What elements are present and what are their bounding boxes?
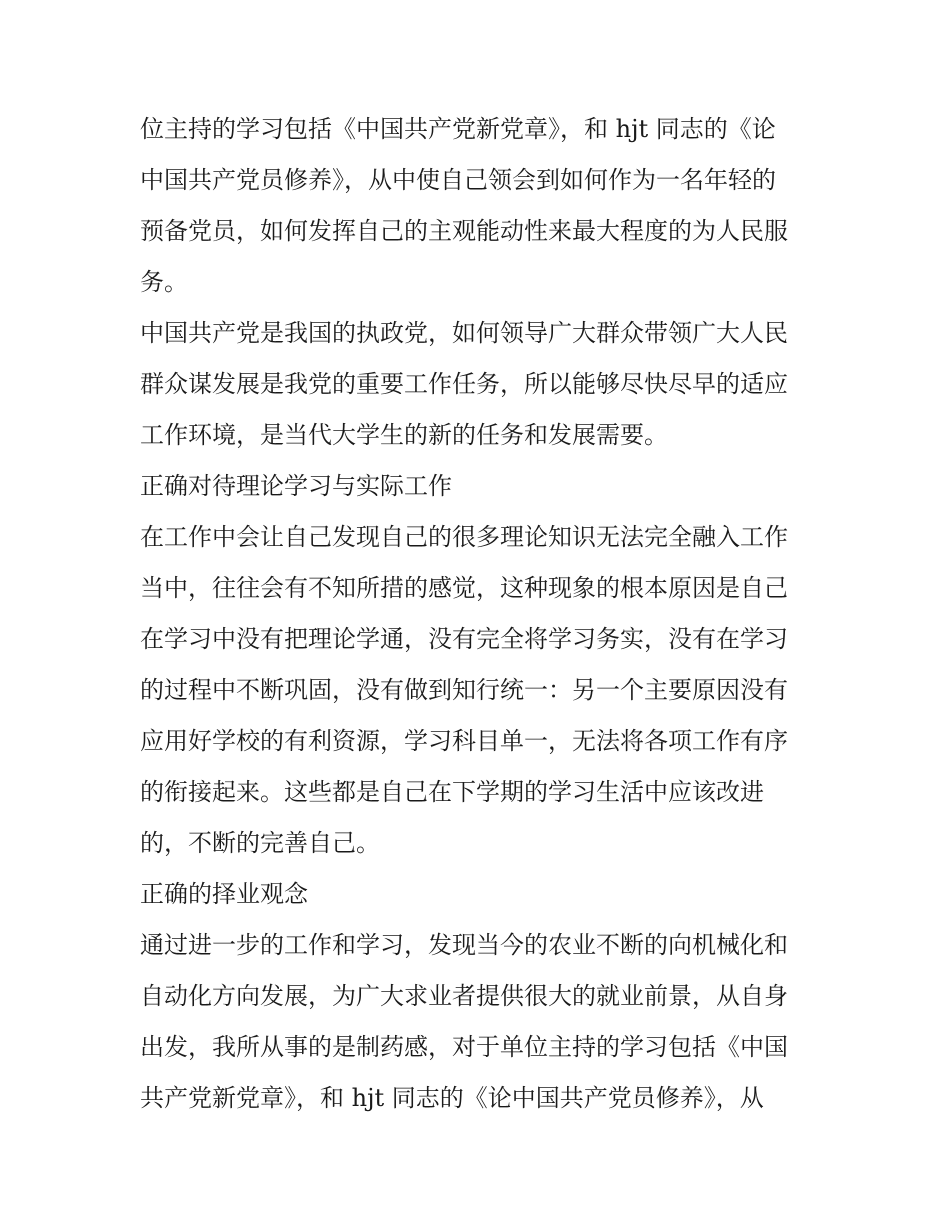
paragraph-line: 中国共产党是我国的执政党，如何领导广大群众带领广大人民	[140, 319, 788, 347]
paragraph-line: 在学习中没有把理论学通，没有完全将学习务实，没有在学习	[140, 625, 788, 653]
paragraph-line: 的过程中不断巩固，没有做到知行统一：另一个主要原因没有	[140, 676, 788, 704]
paragraph-line: 预备党员，如何发挥自己的主观能动性来最大程度的为人民服	[140, 217, 788, 245]
document-body	[140, 104, 820, 1124]
paragraph-line: 出发，我所从事的是制药感，对于单位主持的学习包括《中国	[140, 1033, 788, 1061]
paragraph-line: 位主持的学习包括《中国共产党新党章》，和 hjt 同志的《论	[140, 115, 776, 143]
paragraph-line: 务。	[140, 268, 188, 296]
paragraph-line: 中国共产党员修养》，从中使自己领会到如何作为一名年轻的	[140, 166, 776, 194]
section-heading: 正确对待理论学习与实际工作	[140, 472, 452, 500]
paragraph-line: 应用好学校的有利资源，学习科目单一，无法将各项工作有序	[140, 727, 788, 755]
paragraph-line: 自动化方向发展，为广大求业者提供很大的就业前景，从自身	[140, 982, 788, 1010]
paragraph-line: 工作环境，是当代大学生的新的任务和发展需要。	[140, 421, 668, 449]
paragraph-line: 在工作中会让自己发现自己的很多理论知识无法完全融入工作	[140, 523, 788, 551]
paragraph-line: 当中，往往会有不知所措的感觉，这种现象的根本原因是自己	[140, 574, 788, 602]
paragraph-line: 的衔接起来。这些都是自己在下学期的学习生活中应该改进	[140, 778, 764, 806]
paragraph-line: 通过进一步的工作和学习，发现当今的农业不断的向机械化和	[140, 931, 788, 959]
paragraph-line: 的，不断的完善自己。	[140, 829, 380, 857]
paragraph-line: 共产党新党章》，和 hjt 同志的《论中国共产党员修养》，从	[140, 1084, 764, 1112]
section-heading: 正确的择业观念	[140, 880, 308, 908]
paragraph-line: 群众谋发展是我党的重要工作任务，所以能够尽快尽早的适应	[140, 370, 788, 398]
